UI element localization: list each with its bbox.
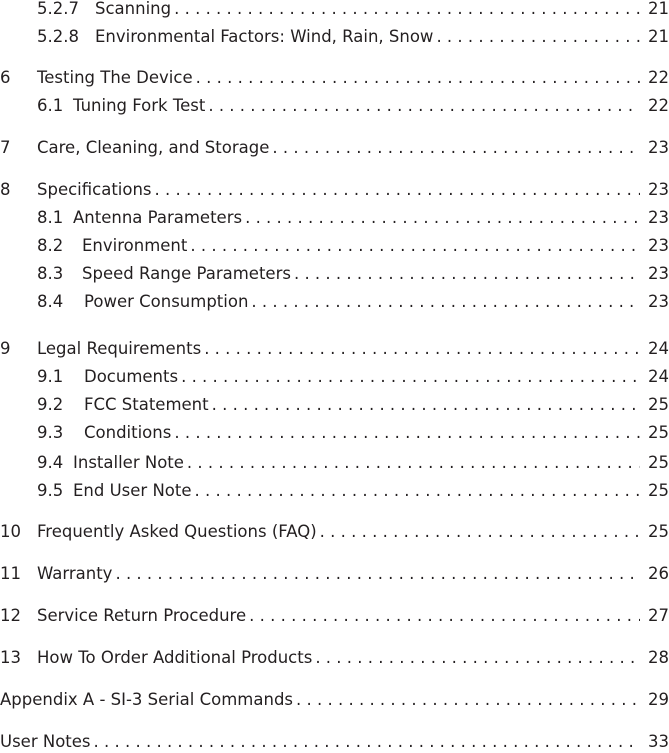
toc-entry-number: 8.2 xyxy=(37,236,64,255)
toc-leader-dots xyxy=(187,452,640,474)
toc-leader-dots xyxy=(115,563,640,585)
toc-entry-title: Testing The Device xyxy=(37,68,193,87)
toc-entry[interactable] xyxy=(0,235,669,257)
toc-entry-page: 23 xyxy=(648,292,669,311)
toc-entry-number: 12 xyxy=(0,606,21,625)
toc-entry[interactable] xyxy=(0,422,669,444)
toc-entry-title: Conditions xyxy=(84,423,172,442)
toc-entry-number: 8 xyxy=(0,180,11,199)
toc-entry[interactable] xyxy=(0,521,669,543)
toc-entry-number: 7 xyxy=(0,138,11,157)
toc-leader-dots xyxy=(212,394,640,416)
toc-leader-dots xyxy=(155,179,640,201)
toc-entry-title: FCC Statement xyxy=(84,395,209,414)
toc-leader-dots xyxy=(251,291,640,313)
toc-entry-number: 10 xyxy=(0,522,21,541)
toc-leader-dots xyxy=(320,521,640,543)
toc-entry[interactable] xyxy=(0,179,669,201)
toc-entry[interactable] xyxy=(0,366,669,388)
toc-leader-dots xyxy=(181,366,640,388)
toc-entry-page: 27 xyxy=(648,606,669,625)
toc-entry-page: 24 xyxy=(648,367,669,386)
toc-entry-number: 8.3 xyxy=(37,264,64,283)
toc-leader-dots xyxy=(208,95,640,117)
toc-entry-title: Power Consumption xyxy=(84,292,249,311)
toc-leader-dots xyxy=(94,731,640,753)
toc-entry-page: 25 xyxy=(648,395,669,414)
toc-entry-page: 23 xyxy=(648,264,669,283)
toc-leader-dots xyxy=(436,26,640,48)
toc-entry-title: Frequently Asked Questions (FAQ) xyxy=(37,522,317,541)
toc-leader-dots xyxy=(195,480,640,502)
toc-entry-title: Environment xyxy=(82,236,188,255)
toc-entry-title: Scanning xyxy=(95,0,172,18)
toc-leader-dots xyxy=(245,207,640,229)
toc-entry-number: 6.1 xyxy=(37,96,64,115)
toc-entry-title: Speed Range Parameters xyxy=(82,264,291,283)
toc-entry-page: 23 xyxy=(648,180,669,199)
toc-leader-dots xyxy=(174,0,640,20)
toc-entry[interactable] xyxy=(0,689,669,711)
toc-entry[interactable] xyxy=(0,338,669,360)
toc-entry-page: 21 xyxy=(648,27,669,46)
toc-entry-page: 23 xyxy=(648,236,669,255)
toc-entry-title: Environmental Factors: Wind, Rain, Snow xyxy=(95,27,434,46)
toc-entry-title: Specifications xyxy=(37,180,152,199)
toc-entry-number: 11 xyxy=(0,564,21,583)
toc-entry[interactable] xyxy=(0,137,669,159)
toc-leader-dots xyxy=(272,137,640,159)
toc-entry[interactable] xyxy=(0,394,669,416)
toc-leader-dots xyxy=(204,338,640,360)
toc-entry-number: 9.2 xyxy=(37,395,64,414)
toc-entry-page: 29 xyxy=(648,690,669,709)
toc-leader-dots xyxy=(294,263,640,285)
toc-entry-page: 24 xyxy=(648,339,669,358)
toc-leader-dots xyxy=(196,67,640,89)
toc-entry-page: 25 xyxy=(648,423,669,442)
toc-entry-number: 9.4 xyxy=(37,453,64,472)
toc-entry[interactable] xyxy=(0,563,669,585)
toc-entry[interactable] xyxy=(0,647,669,669)
toc-entry-title: Documents xyxy=(84,367,179,386)
toc-entry-page: 22 xyxy=(648,96,669,115)
toc-entry-number: 5.2.7 xyxy=(37,0,79,18)
toc-entry-number: 9.5 xyxy=(37,481,64,500)
toc-entry-page: 23 xyxy=(648,208,669,227)
toc-entry-title: Service Return Procedure xyxy=(37,606,247,625)
toc-entry[interactable] xyxy=(0,207,669,229)
toc-entry-page: 25 xyxy=(648,481,669,500)
toc-entry[interactable] xyxy=(0,291,669,313)
toc-entry-title: How To Order Additional Products xyxy=(37,648,313,667)
toc-entry[interactable] xyxy=(0,95,669,117)
toc-entry-title: Warranty xyxy=(37,564,113,583)
toc-entry-number: 8.4 xyxy=(37,292,64,311)
toc-entry[interactable] xyxy=(0,605,669,627)
toc-entry-number: 6 xyxy=(0,68,11,87)
toc-entry-number: 9.3 xyxy=(37,423,64,442)
toc-entry[interactable] xyxy=(0,452,669,474)
toc-entry-title: Antenna Parameters xyxy=(73,208,243,227)
toc-leader-dots xyxy=(190,235,640,257)
toc-entry[interactable] xyxy=(0,263,669,285)
toc-leader-dots xyxy=(315,647,640,669)
toc-entry-number: 13 xyxy=(0,648,21,667)
toc-entry-page: 28 xyxy=(648,648,669,667)
toc-entry-title: Installer Note xyxy=(73,453,184,472)
toc-leader-dots xyxy=(249,605,640,627)
toc-entry-number: 5.2.8 xyxy=(37,27,79,46)
toc-entry-title: End User Note xyxy=(73,481,192,500)
toc-entry-page: 26 xyxy=(648,564,669,583)
toc-entry-number: 9 xyxy=(0,339,11,358)
toc-entry-title: User Notes xyxy=(0,732,91,751)
toc-entry-page: 33 xyxy=(648,732,669,751)
toc-entry-title: Legal Requirements xyxy=(37,339,202,358)
toc-entry-page: 23 xyxy=(648,138,669,157)
toc-entry-title: Appendix A - SI-3 Serial Commands xyxy=(0,690,294,709)
toc-entry-page: 21 xyxy=(648,0,669,18)
toc-entry-title: Tuning Fork Test xyxy=(73,96,206,115)
toc-entry[interactable] xyxy=(0,0,669,20)
toc-entry-title: Care, Cleaning, and Storage xyxy=(37,138,270,157)
toc-entry-number: 8.1 xyxy=(37,208,64,227)
toc-leader-dots xyxy=(174,422,640,444)
toc-entry[interactable] xyxy=(0,731,669,753)
toc-entry-page: 22 xyxy=(648,68,669,87)
toc-entry[interactable] xyxy=(0,480,669,502)
toc-entry-page: 25 xyxy=(648,453,669,472)
toc-entry-number: 9.1 xyxy=(37,367,64,386)
toc-entry-page: 25 xyxy=(648,522,669,541)
toc-entry[interactable] xyxy=(0,67,669,89)
toc-entry[interactable] xyxy=(0,26,669,48)
toc-leader-dots xyxy=(296,689,640,711)
